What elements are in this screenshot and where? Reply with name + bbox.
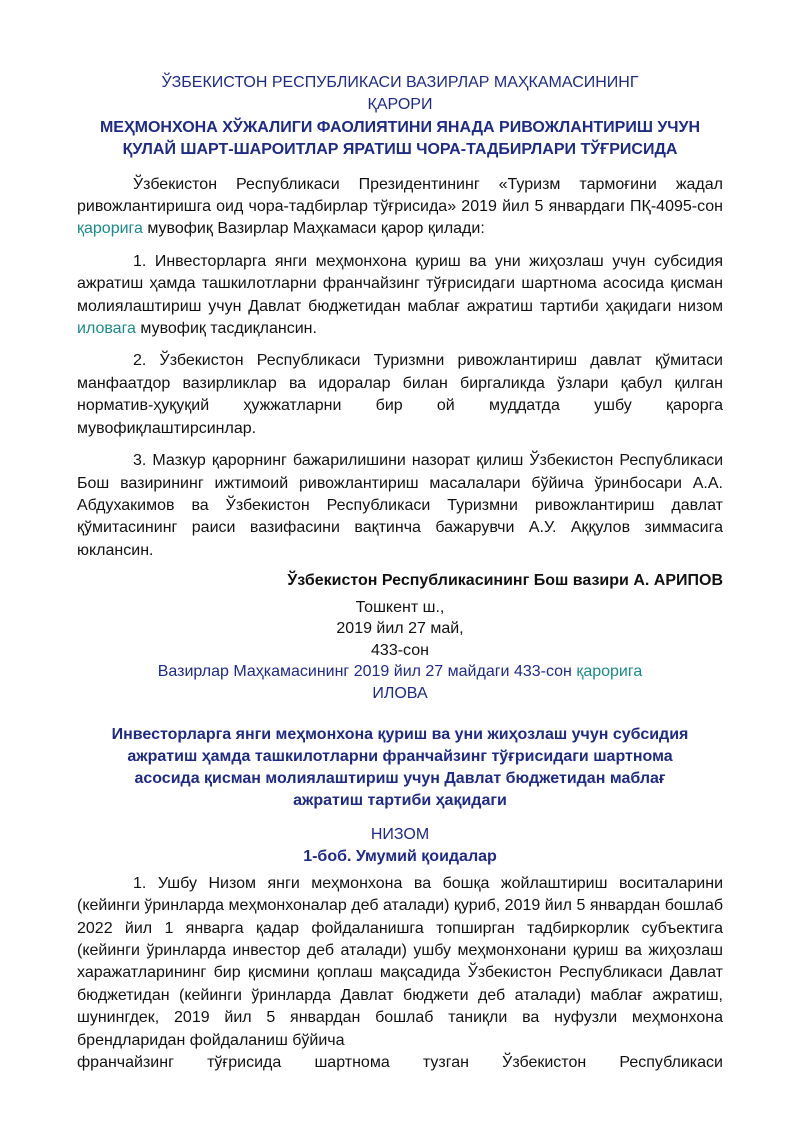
item-3: 3. Мазкур қарорнинг бажарилишини назорат қилиш Ўзбекистон Республикаси Бош вазирининг ижтимоий ривожлантириш масалалари бўйича ўринбосари А.А. Абдухакимов ва Ўзбекистон Республикаси Туризмни ривожлантириш давлат қўмитасининг раиси вазифасини вақтинча бажарувчи А.У. Аққулов зиммасига юклансин.: [77, 452, 723, 559]
decree-link[interactable]: қарорига: [77, 220, 143, 238]
item-1: [77, 251, 723, 341]
annex-decree-link[interactable]: қарорига: [576, 663, 643, 681]
annex-title-line-3: асосида қисман молиялаштириш учун Давлат бюджетидан маблағ: [134, 770, 666, 788]
regulation-label: НИЗОМ: [370, 826, 430, 844]
document-type: ҚАРОРИ: [367, 96, 433, 114]
resolution-title: [77, 117, 723, 162]
item-1-text-end: мувофиқ тасдиқлансин.: [135, 320, 317, 338]
regulation-paragraph-1-continued: франчайзинг тўғрисида шартнома тузган Ўзбекистон Республикаси: [77, 1054, 723, 1072]
date: 2019 йил 27 май,: [336, 620, 464, 638]
resolution-header: [77, 72, 723, 117]
annex-reference-text: Вазирлар Маҳкамасининг 2019 йил 27 майдаги 433-сон: [157, 663, 577, 681]
title-line-2: ҚУЛАЙ ШАРТ-ШАРОИТЛАР ЯРАТИШ ЧОРА-ТАДБИРЛАРИ ТЎҒРИСИДА: [122, 141, 678, 159]
number: 433-сон: [371, 641, 429, 659]
regulation-paragraph-1: 1. Ушбу Низом янги меҳмонхона ва бошқа жойлаштириш воситаларини (кейинги ўринларда меҳмонхоналар деб аталади) қуриб, 2019 йил 5 январдан бошлаб 2022 йил 1 январга қадар фойдаланишга топширган тадбиркорлик субъектига (кейинги ўринларда инвестор деб аталади) ушбу меҳмонхонани қуриш ва жиҳозлаш харажатларининг бир қисмини қоплаш мақсадида Ўзбекистон Республикаси Давлат бюджетидан (кейинги ўринларда Давлат бюджети деб аталади) маблағ ажратиш, шунингдек, 2019 йил 5 январдан бошлаб таниқли ва нуфузли меҳмонхона брендларидан фойдаланиш бўйича: [77, 874, 723, 1049]
preamble-text: Ўзбекистон Республикаси Президентининг «Туризм тармоғини жадал ривожлантиришга оид чора-тадбирлар тўғрисида» 2019 йил 5 январдаги ПҚ-4095-сон: [77, 175, 723, 216]
annex-title-line-1: Инвесторларга янги меҳмонхона қуриш ва уни жиҳозлаш учун субсидия: [111, 726, 689, 744]
city: Тошкент ш.,: [355, 598, 445, 616]
document-page: [77, 72, 723, 1075]
title-line-1: МЕҲМОНХОНА ХЎЖАЛИГИ ФАОЛИЯТИНИ ЯНАДА РИВОЖЛАНТИРИШ УЧУН: [99, 118, 701, 136]
signature: Ўзбекистон Республикасининг Бош вазири А. АРИПОВ: [287, 572, 723, 590]
chapter-heading: 1-боб. Умумий қоидалар: [303, 848, 497, 866]
place-date-number: [77, 597, 723, 705]
annex-title: [77, 724, 723, 812]
annex-title-line-4: ажратиш тартиби ҳақидаги: [293, 792, 507, 810]
preamble-text-end: мувофиқ Вазирлар Маҳкамаси қарор қилади:: [142, 220, 485, 238]
annex-reference: [77, 661, 723, 683]
annex-title-line-2: ажратиш ҳамда ташкилотларни франчайзинг тўғрисидаги шартнома: [127, 748, 673, 766]
preamble-paragraph: [77, 174, 723, 241]
item-2: 2. Ўзбекистон Республикаси Туризмни ривожлантириш давлат қўмитаси манфаатдор вазирликлар ва идоралар билан биргаликда ўзлари қабул қилган норматив-ҳуқуқий ҳужжатларни бир ой муддатда ушбу қарорга мувофиқлаштирсинлар.: [77, 352, 723, 437]
annex-link[interactable]: иловага: [77, 320, 136, 338]
issuer-line: ЎЗБЕКИСТОН РЕСПУБЛИКАСИ ВАЗИРЛАР МАҲКАМАСИНИНГ: [161, 74, 639, 91]
annex-label: ИЛОВА: [372, 684, 428, 702]
item-1-text: 1. Инвесторларга янги меҳмонхона қуриш ва уни жиҳозлаш учун субсидия ажратиш ҳамда ташкилотларни франчайзинг тўғрисидаги шартнома асосида қисман молиялаштириш учун Давлат бюджетидан маблағ ажратиш тартиби ҳақидаги низом: [77, 252, 723, 315]
